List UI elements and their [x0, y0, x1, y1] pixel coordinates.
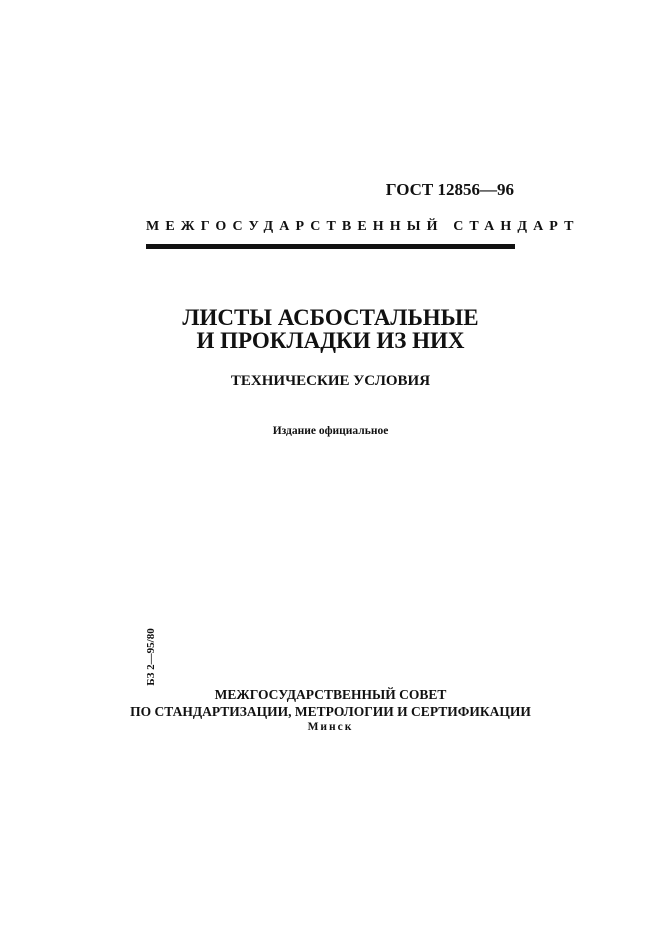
- publisher-line-2: ПО СТАНДАРТИЗАЦИИ, МЕТРОЛОГИИ И СЕРТИФИКАЦИИ: [130, 704, 531, 719]
- catalog-code: БЗ 2—95/80: [145, 628, 157, 686]
- publisher-block: [0, 686, 661, 735]
- document-title-line-1: ЛИСТЫ АСБОСТАЛЬНЫЕ: [182, 305, 479, 330]
- document-title-line-2: И ПРОКЛАДКИ ИЗ НИХ: [196, 328, 465, 353]
- publisher-line-1: МЕЖГОСУДАРСТВЕННЫЙ СОВЕТ: [214, 687, 447, 702]
- publisher-city: Минск: [307, 721, 354, 733]
- document-title: [0, 306, 661, 352]
- document-subtitle: ТЕХНИЧЕСКИЕ УСЛОВИЯ: [230, 373, 431, 389]
- header-divider: [146, 244, 515, 249]
- edition-label: Издание официальное: [272, 425, 389, 437]
- gost-number: ГОСТ 12856—96: [385, 180, 514, 199]
- standard-type-heading: МЕЖГОСУДАРСТВЕННЫЙ СТАНДАРТ: [146, 219, 580, 234]
